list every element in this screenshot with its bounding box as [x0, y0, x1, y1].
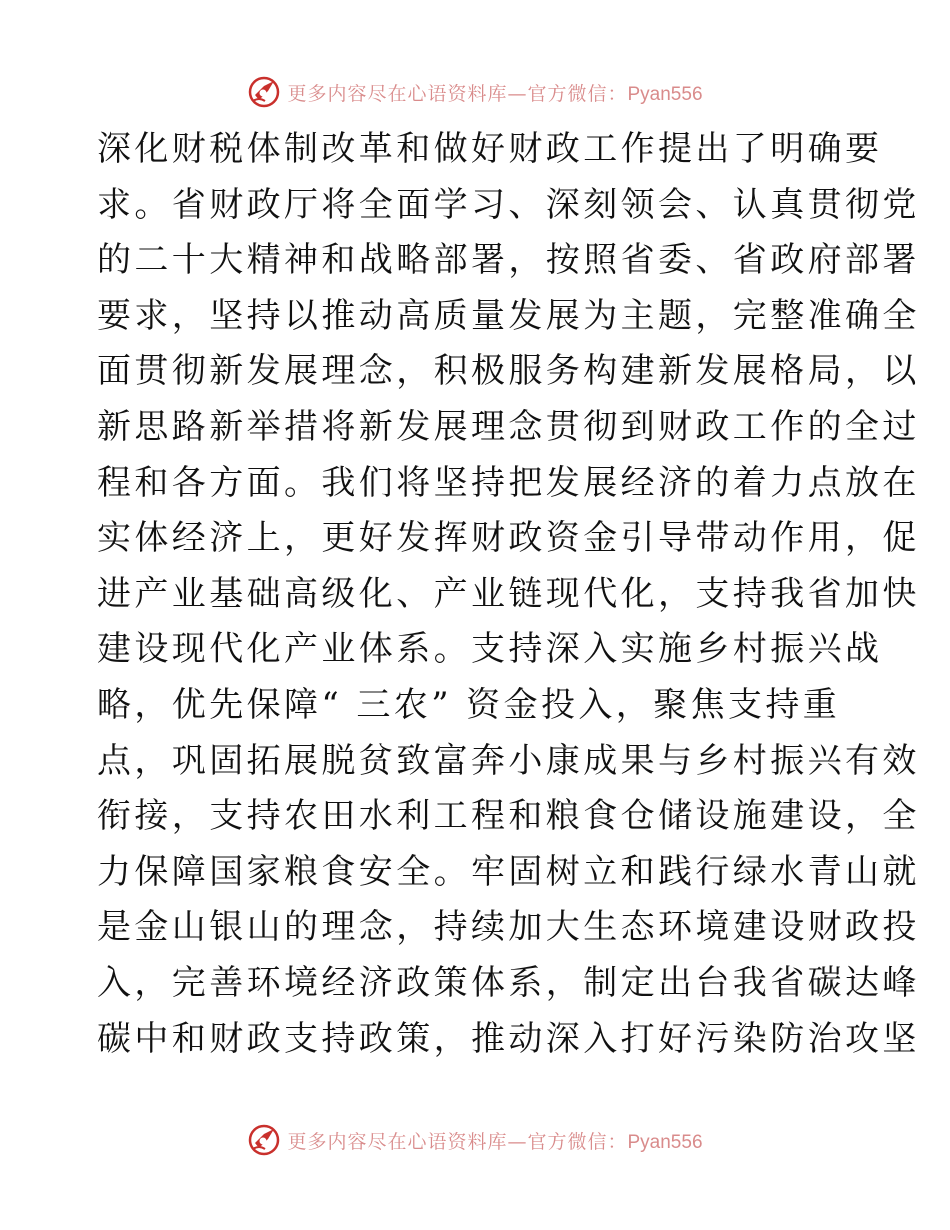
text-line: 求。省财政厅将全面学习、深刻领会、认真贯彻党 [97, 184, 920, 225]
text-line: 新思路新举措将新发展理念贯彻到财政工作的全过 [97, 406, 920, 447]
text-line: 要求，坚持以推动高质量发展为主题，完整准确全 [97, 295, 920, 336]
watermark-text: 更多内容尽在心语资料库—官方微信：Pyan556 [287, 82, 703, 105]
text-line: 深化财税体制改革和做好财政工作提出了明确要 [97, 129, 883, 169]
watermark-wechat-id: Pyan556 [627, 1131, 703, 1153]
book-logo-icon [247, 1123, 281, 1157]
text-line: 入，完善环境经济政策体系，制定出台我省碳达峰 [97, 962, 920, 1003]
footer-watermark [0, 1120, 950, 1160]
text-line: 程和各方面。我们将坚持把发展经济的着力点放在 [97, 462, 920, 503]
document-body [97, 122, 920, 1067]
text-line: 进产业基础高级化、产业链现代化，支持我省加快 [97, 573, 920, 614]
text-line: 是金山银山的理念，持续加大生态环境建设财政投 [97, 907, 920, 948]
watermark-text: 更多内容尽在心语资料库—官方微信：Pyan556 [287, 1130, 703, 1153]
text-line: 力保障国家粮食安全。牢固树立和践行绿水青山就 [97, 851, 920, 892]
text-line: 的二十大精神和战略部署，按照省委、省政府部署 [97, 240, 920, 281]
header-watermark [0, 72, 950, 112]
text-line: 衔接，支持农田水利工程和粮食仓储设施建设，全 [97, 796, 920, 837]
text-line: 建设现代化产业体系。支持深入实施乡村振兴战 [97, 629, 883, 670]
book-logo-icon [247, 75, 281, 109]
text-line: 碳中和财政支持政策，推动深入打好污染防治攻坚 [97, 1018, 920, 1059]
watermark-wechat-id: Pyan556 [627, 83, 703, 105]
text-line: 点，巩固拓展脱贫致富奔小康成果与乡村振兴有效 [97, 740, 920, 781]
text-line: 实体经济上，更好发挥财政资金引导带动作用，促 [97, 518, 920, 559]
text-line: 略，优先保障“ 三农” 资金投入，聚焦支持重 [97, 684, 841, 725]
text-line: 面贯彻新发展理念，积极服务构建新发展格局，以 [97, 351, 920, 392]
